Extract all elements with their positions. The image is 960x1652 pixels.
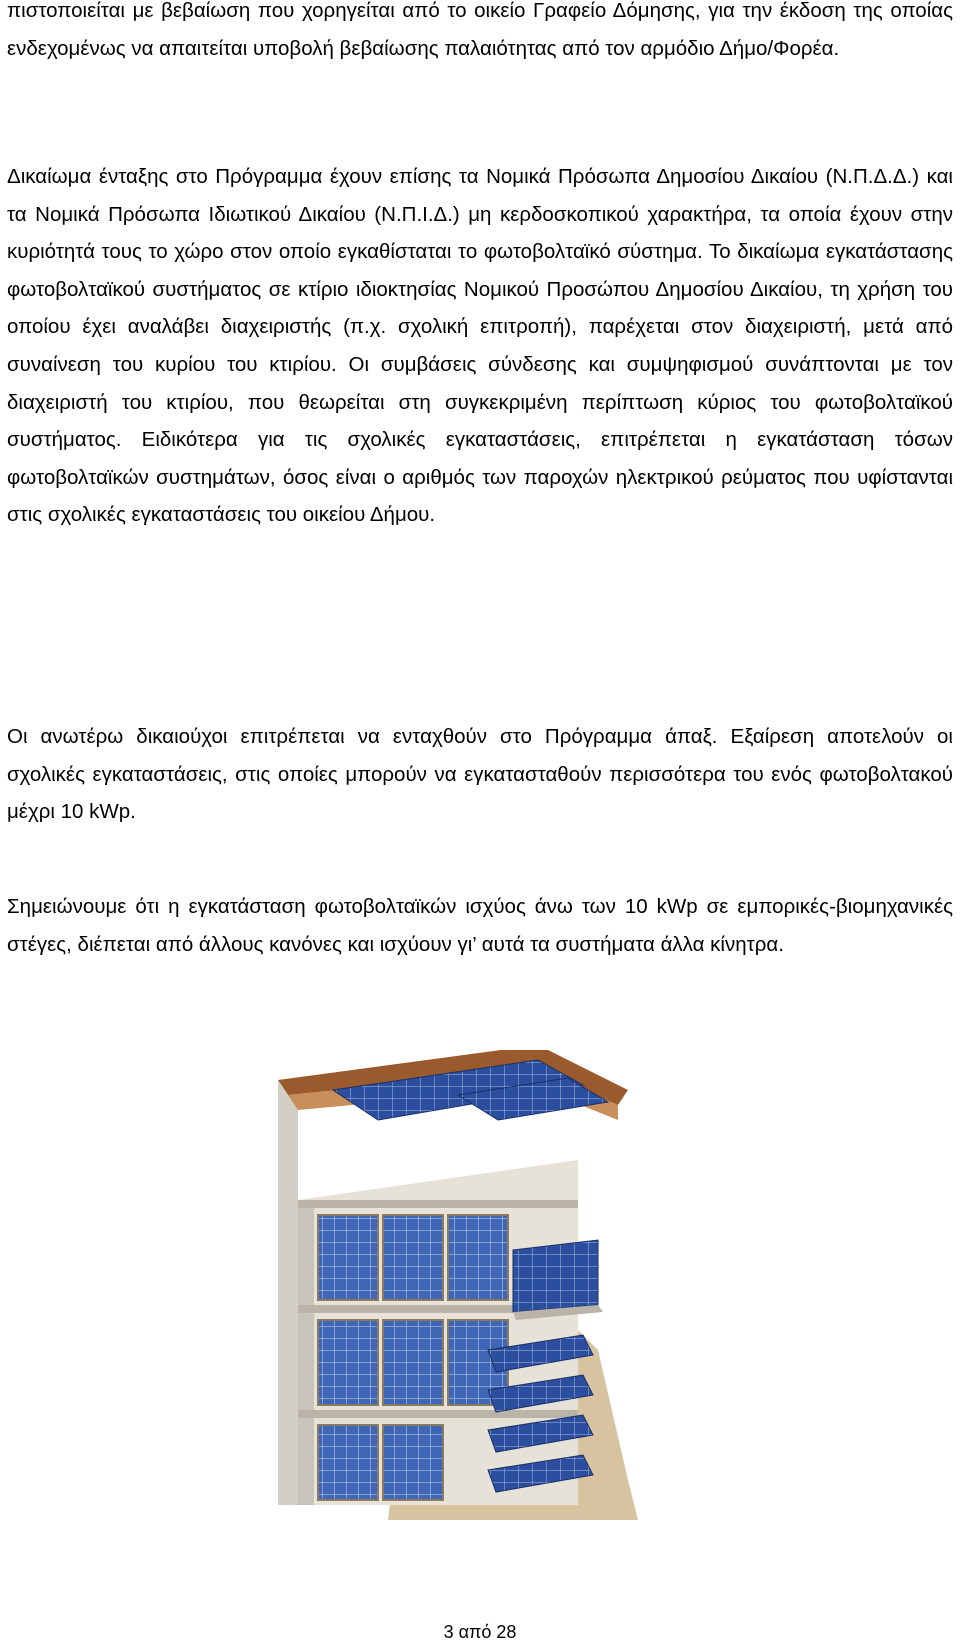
building-solar-illustration: [238, 1050, 668, 1520]
solar-building-drawing: [238, 1050, 668, 1520]
page-number: 3 από 28: [443, 1622, 517, 1642]
paragraph-3: Οι ανωτέρω δικαιούχοι επιτρέπεται να ενταχθούν στο Πρόγραμμα άπαξ. Εξαίρεση αποτελούν οι σχολικές εγκαταστάσεις, στις οποίες μπορούν να εγκατασταθούν περισσότερα του ενός φωτοβολτακού μέχρι 10 kWp.: [7, 725, 953, 824]
paragraph-2: Δικαίωμα ένταξης στο Πρόγραμμα έχουν επίσης τα Νομικά Πρόσωπα Δημοσίου Δικαίου (Ν.Π.Δ.Δ.) και τα Νομικά Πρόσωπα Ιδιωτικού Δικαίου (Ν.Π.Ι.Δ.) μη κερδοσκοπικού χαρακτήρα, τα οποία έχουν στην κυριότητά τους το χώρο στον οποίο εγκαθίσταται το φωτοβολταϊκό σύστημα. Το δικαίωμα εγκατάστασης φωτοβολταϊκού συστήματος σε κτίριο ιδιοκτησίας Νομικού Προσώπου Δημοσίου Δικαίου, τη χρήση του οποίου έχει αναλάβει διαχειριστής (π.χ. σχολική επιτροπή), παρέχεται στον διαχειριστή, μετά από συναίνεση του κυρίου του κτιρίου. Οι συμβάσεις σύνδεσης και συμψηφισμού συνάπτονται με τον διαχειριστή του κτιρίου, που θεωρείται στη συγκεκριμένη περίπτωση κύριος του φωτοβολταϊκού συστήματος. Ειδικότερα για τις σχολικές εγκαταστάσεις, επιτρέπεται η εγκατάσταση τόσων φωτοβολταϊκών συστημάτων, όσος είναι ο αριθμός των παροχών ηλεκτρικού ρεύματος που υφίστανται στις σχολικές εγκαταστάσεις του οικείου Δήμου.: [7, 165, 953, 527]
paragraph-1: πιστοποιείται με βεβαίωση που χορηγείται από το οικείο Γραφείο Δόμησης, για την έκδοση της οποίας ενδεχομένως να απαιτείται υποβολή βεβαίωσης παλαιότητας από τον αρμόδιο Δήμο/Φορέα.: [7, 0, 953, 60]
paragraph-4: Σημειώνουμε ότι η εγκατάσταση φωτοβολταϊκών ισχύος άνω των 10 kWp σε εμπορικές-βιομηχανικές στέγες, διέπεται από άλλους κανόνες και ισχύουν γι’ αυτά τα συστήματα άλλα κίνητρα.: [7, 895, 953, 956]
